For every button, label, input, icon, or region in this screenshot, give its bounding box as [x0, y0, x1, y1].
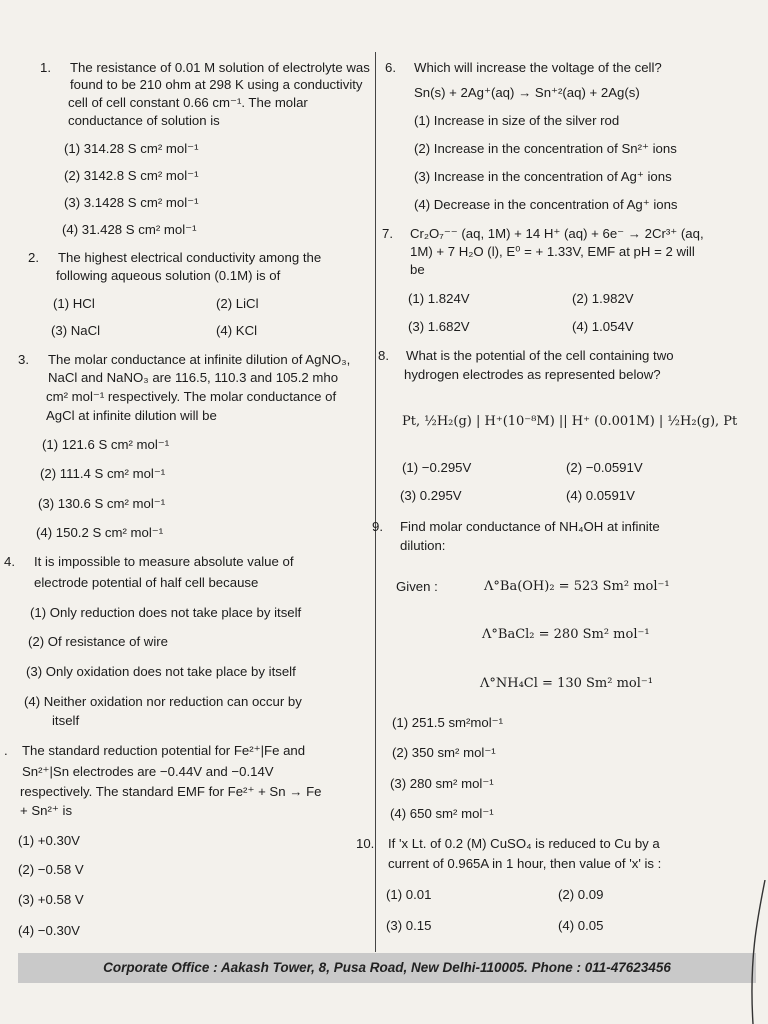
q9-given-value: Λ°NH₄Cl = 130 Sm² mol⁻¹: [480, 676, 653, 691]
q10-stem-line: If 'x Lt. of 0.2 (M) CuSO₄ is reduced to Cu by a: [388, 836, 660, 851]
q5-number: .: [4, 743, 8, 758]
q10-option: (4) 0.05: [558, 918, 604, 933]
q2-stem-line: following aqueous solution (0.1M) is of: [56, 268, 281, 283]
q5-stem-line: Sn²⁺|Sn electrodes are −0.44V and −0.14V: [22, 764, 274, 779]
q9-given-value: Λ°BaCl₂ = 280 Sm² mol⁻¹: [482, 627, 650, 642]
q4-option: itself: [52, 713, 80, 728]
q9-stem-line: dilution:: [400, 538, 446, 553]
q5-option: (2) −0.58 V: [18, 862, 84, 877]
q4-number: 4.: [4, 554, 15, 569]
q6-number: 6.: [385, 60, 396, 75]
q1-number: 1.: [40, 60, 51, 75]
q5-option: (4) −0.30V: [18, 923, 80, 938]
footer-band: [18, 953, 756, 983]
q10-option: (2) 0.09: [558, 887, 604, 902]
q8-number: 8.: [378, 348, 389, 363]
q9-option: (1) 251.5 sm²mol⁻¹: [392, 715, 504, 730]
footer-contact: Corporate Office : Aakash Tower, 8, Pusa Road, New Delhi-110005. Phone : 011-47623456: [103, 960, 671, 975]
q3-stem-line: AgCl at infinite dilution will be: [46, 408, 217, 423]
q3-stem-line: The molar conductance at infinite dilution of AgNO₃,: [48, 352, 351, 367]
q2-option: (2) LiCl: [216, 296, 259, 311]
q2-option: (4) KCl: [216, 323, 258, 338]
q1-option: (2) 3142.8 S cm² mol⁻¹: [64, 168, 199, 183]
q4-stem-line: It is impossible to measure absolute value of: [34, 554, 294, 569]
q8-option: (1) −0.295V: [402, 460, 472, 475]
q7-option: (3) 1.682V: [408, 319, 470, 334]
q5-stem-line: respectively. The standard EMF for Fe²⁺ + Sn → Fe: [20, 784, 322, 799]
q9-stem-line: Find molar conductance of NH₄OH at infinite: [400, 519, 660, 534]
q2-option: (1) HCl: [53, 296, 95, 311]
q4-option: (3) Only oxidation does not take place by itself: [26, 664, 296, 679]
q8-cell-notation: Pt, ½H₂(g) | H⁺(10⁻⁸M) || H⁺ (0.001M) | ½H₂(g), Pt: [402, 414, 738, 429]
q7-stem-line: Cr₂O₇⁻⁻ (aq, 1M) + 14 H⁺ (aq) + 6e⁻ → 2Cr³⁺ (aq,: [410, 226, 704, 241]
q10-number: 10.: [356, 836, 375, 851]
q1-option: (4) 31.428 S cm² mol⁻¹: [62, 222, 197, 237]
q2-stem-line: The highest electrical conductivity among the: [58, 250, 322, 265]
q5-option: (3) +0.58 V: [18, 892, 84, 907]
q9-given-value: Λ°Ba(OH)₂ = 523 Sm² mol⁻¹: [484, 579, 670, 594]
q6-option: (4) Decrease in the concentration of Ag⁺ ions: [414, 197, 678, 212]
q4-option: (1) Only reduction does not take place by itself: [30, 605, 302, 620]
q6-option: (3) Increase in the concentration of Ag⁺ ions: [414, 169, 672, 184]
q5-option: (1) +0.30V: [18, 833, 80, 848]
q1-stem-line: found to be 210 ohm at 298 K using a conductivity: [70, 77, 363, 92]
q3-stem-line: NaCl and NaNO₃ are 116.5, 110.3 and 105.2 mho: [48, 370, 339, 385]
q9-number: 9.: [372, 519, 383, 534]
q6-option: (2) Increase in the concentration of Sn²⁺ ions: [414, 141, 677, 156]
q1-option: (3) 3.1428 S cm² mol⁻¹: [64, 195, 199, 210]
q8-stem-line: hydrogen electrodes as represented below?: [404, 367, 661, 382]
q4-option: (2) Of resistance of wire: [28, 634, 168, 649]
q8-option: (2) −0.0591V: [566, 460, 643, 475]
column-divider: [375, 52, 376, 952]
q7-stem-line: 1M) + 7 H₂O (l), E⁰ = + 1.33V, EMF at pH = 2 will: [410, 244, 695, 259]
q9-option: (2) 350 sm² mol⁻¹: [392, 745, 496, 760]
q9-given-label: Given :: [396, 579, 438, 594]
q3-option: (3) 130.6 S cm² mol⁻¹: [38, 496, 166, 511]
q7-option: (4) 1.054V: [572, 319, 634, 334]
q10-stem-line: current of 0.965A in 1 hour, then value of 'x' is :: [388, 856, 662, 871]
q3-option: (4) 150.2 S cm² mol⁻¹: [36, 525, 164, 540]
q8-option: (4) 0.0591V: [566, 488, 635, 503]
q3-number: 3.: [18, 352, 29, 367]
q3-option: (2) 111.4 S cm² mol⁻¹: [40, 466, 166, 481]
q4-option: (4) Neither oxidation nor reduction can occur by: [24, 694, 302, 709]
q3-option: (1) 121.6 S cm² mol⁻¹: [42, 437, 170, 452]
q6-equation: Sn(s) + 2Ag⁺(aq) → Sn⁺²(aq) + 2Ag(s): [414, 85, 640, 100]
page-edge-decoration: [735, 880, 768, 1024]
q1-stem-line: cell of cell constant 0.66 cm⁻¹. The molar: [68, 95, 308, 110]
q2-number: 2.: [28, 250, 39, 265]
q10-option: (3) 0.15: [386, 918, 432, 933]
q7-stem-line: be: [410, 262, 425, 277]
q1-option: (1) 314.28 S cm² mol⁻¹: [64, 141, 199, 156]
q4-stem-line: electrode potential of half cell because: [34, 575, 259, 590]
q5-stem-line: The standard reduction potential for Fe²⁺|Fe and: [22, 743, 306, 758]
q8-stem-line: What is the potential of the cell containing two: [406, 348, 674, 363]
q9-option: (3) 280 sm² mol⁻¹: [390, 776, 494, 791]
q5-stem-line: + Sn²⁺ is: [20, 803, 73, 818]
q6-option: (1) Increase in size of the silver rod: [414, 113, 620, 128]
q7-option: (1) 1.824V: [408, 291, 470, 306]
q7-number: 7.: [382, 226, 393, 241]
q2-option: (3) NaCl: [51, 323, 101, 338]
q1-stem-line: conductance of solution is: [68, 113, 220, 128]
q7-option: (2) 1.982V: [572, 291, 634, 306]
q1-stem-line: The resistance of 0.01 M solution of electrolyte was: [70, 60, 370, 75]
q3-stem-line: cm² mol⁻¹ respectively. The molar conductance of: [46, 389, 337, 404]
q9-option: (4) 650 sm² mol⁻¹: [390, 806, 494, 821]
q10-option: (1) 0.01: [386, 887, 432, 902]
q8-option: (3) 0.295V: [400, 488, 462, 503]
q6-stem-line: Which will increase the voltage of the cell?: [414, 60, 662, 75]
